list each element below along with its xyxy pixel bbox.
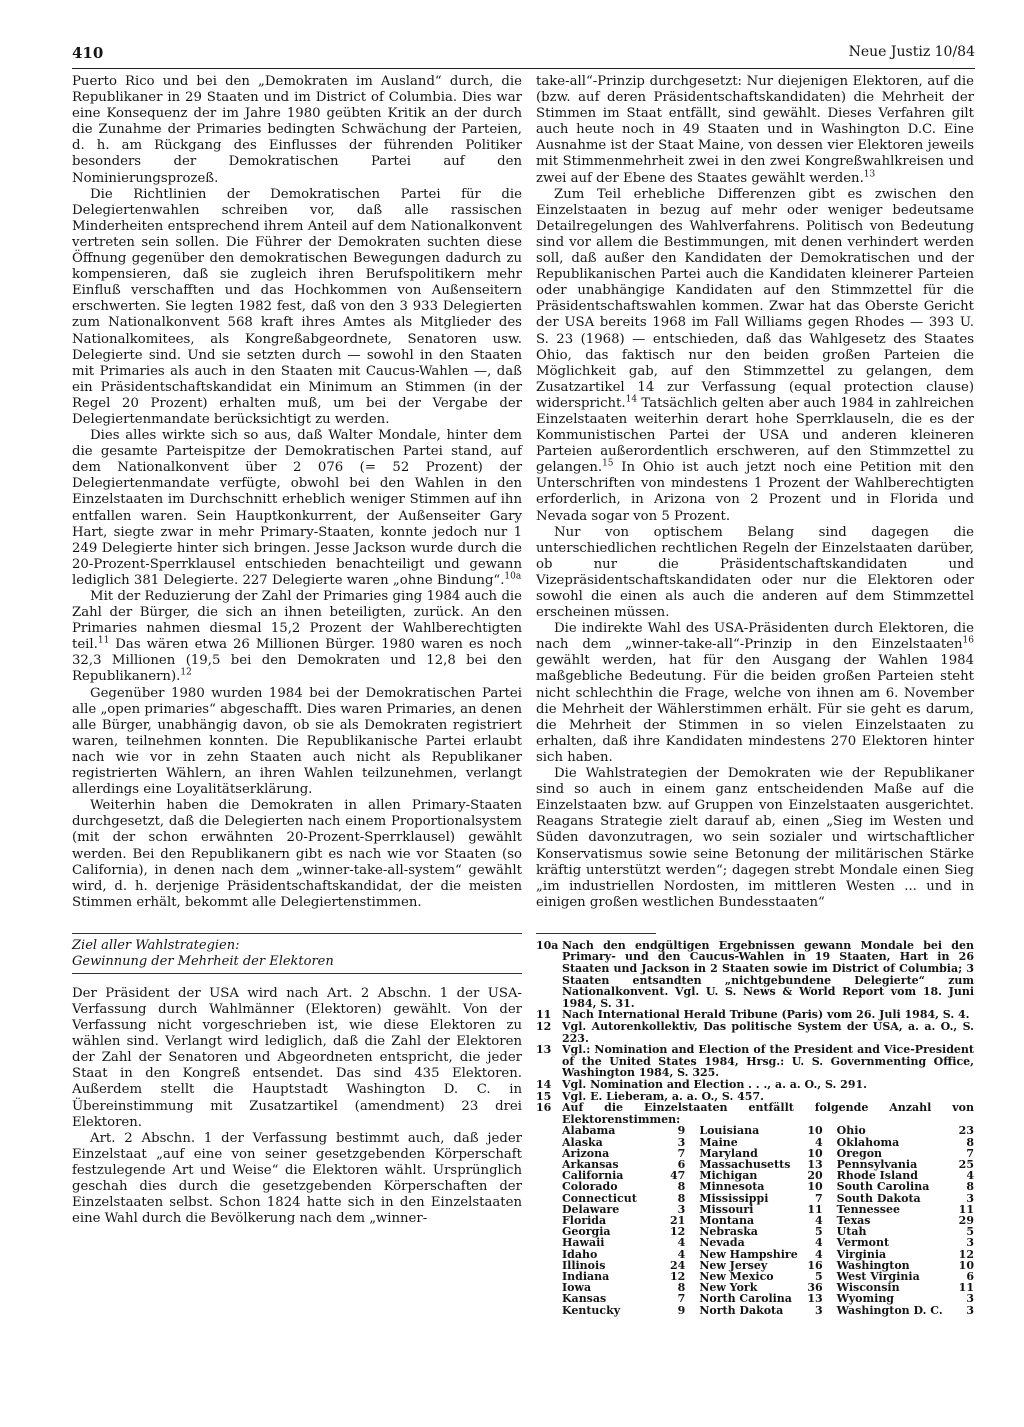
state-name: South Dakota — [836, 1191, 921, 1205]
state-electors: 12 — [670, 1270, 686, 1284]
state-name: Nevada — [699, 1236, 745, 1250]
state-electors: 3 — [815, 1303, 823, 1317]
footnote-text: Vgl. E. Lieberam, a. a. O., S. 457. — [562, 1089, 764, 1103]
state-electors: 4 — [677, 1236, 686, 1250]
state-electors: 4 — [815, 1135, 823, 1149]
state-name: Kentucky — [562, 1303, 621, 1317]
paragraph-text: gewählt werden, hat für den Ausgang der Wahlen 1984 maßgebliche Bedeutung. Für die beiden großen Parteien steht nicht schlechthin die Frage, welche von ihnen am 6. November die Mehrheit der Wählerstimmen erhält. Für sie geht es darum, die Mehrheit der Stimmen in so vielen Einzelstaaten zu erhalten, daß ihre Kandidaten mindestens 270 Elektoren hinter sich haben. — [536, 653, 974, 765]
footnote-text: Auf die Einzelstaaten entfällt folgende Anzahl von Elektorenstimmen: — [562, 1101, 974, 1126]
right-column — [536, 74, 974, 1316]
footnote — [536, 1021, 974, 1044]
footnote — [536, 1044, 974, 1079]
state-electors: 16 — [807, 1258, 823, 1272]
footnote-text: Nach den endgültigen Ergebnissen gewann Mondale bei den Primary- und den Caucus-Wahlen in 19 Staaten, Hart in 26 Staaten und Jackson in 2 Staaten sowie im District of Columbia; 3 Staaten entsandten „nichtgebundene Delegierte“ zum Nationalkonvent. Vgl. U. S. News & World Report vom 18. Juni 1984, S. 31. — [562, 938, 974, 1010]
paragraph — [72, 589, 522, 686]
state-name: Pennsylvania — [836, 1157, 918, 1171]
paragraph: Der Präsident der USA wird nach Art. 2 Abschn. 1 der USA-Verfassung durch Wahlmänner (Elektoren) gewählt. Von der Verfassung nicht vorgeschrieben ist, wie diese Elektoren zu wählen sind. Verlangt wird lediglich, daß die Zahl der Elektoren der Zahl der Senatoren und Abgeordneten entspricht, die jeder Staat in den Kongreß entsendet. Das sind 435 Elektoren. Außerdem stellt die Hauptstadt Washington D. C. in Übereinstimmung mit Zusatzartikel (amendment) 23 drei Elektoren. — [72, 985, 522, 1130]
state-electors: 8 — [677, 1191, 686, 1205]
state-name: North Dakota — [699, 1303, 784, 1317]
state-electors: 10 — [958, 1258, 974, 1272]
state-name: Georgia — [562, 1225, 611, 1239]
state-electors: 7 — [677, 1146, 686, 1160]
state-electors: 4 — [815, 1214, 823, 1227]
state-electors: 13 — [807, 1157, 823, 1171]
state-row — [837, 1125, 974, 1136]
state-row — [699, 1237, 836, 1248]
electoral-votes-table — [562, 1125, 974, 1315]
state-electors: 12 — [670, 1225, 686, 1239]
state-name: Idaho — [562, 1247, 598, 1261]
state-name: Oregon — [836, 1146, 883, 1160]
paragraph — [72, 428, 522, 589]
state-name: Oklahoma — [836, 1135, 900, 1149]
paragraph: Nur von optischem Belang sind dagegen die unterschiedlichen rechtlichen Regeln der Einzelstaaten darüber, ob nur die Präsidentschaftskandidaten und Vizepräsidentschaftskandidaten oder nur die Elektoren oder sowohl die einen als auch die anderen auf dem Stimmzettel erscheinen müssen. — [536, 524, 974, 621]
state-name: Arizona — [562, 1146, 610, 1160]
state-electors: 7 — [677, 1292, 686, 1306]
state-electors: 24 — [670, 1258, 686, 1272]
state-row — [562, 1293, 699, 1304]
footnote-text: Vgl. Nomination and Election . . ., a. a. O., S. 291. — [562, 1078, 867, 1091]
state-row — [837, 1237, 974, 1248]
state-row — [562, 1125, 699, 1136]
state-row — [562, 1237, 699, 1248]
state-electors: 8 — [966, 1135, 974, 1149]
state-electors: 23 — [958, 1124, 974, 1138]
paragraph — [536, 621, 974, 766]
paragraph: Gegenüber 1980 wurden 1984 bei der Demokratischen Partei alle „open primaries“ abgeschafft. Dies waren Primaries, an denen alle Bürger, unabhängig davon, ob sie als Demokraten registriert waren, teilnehmen konnten. Die Republikanische Partei erlaubt nach wie vor in zehn Staaten auch nicht als Republikaner registrierten Wählern, an ihren Wahlen teilzunehmen, verlangt allerdings eine Loyalitätserklärung. — [72, 685, 522, 798]
state-name: Kansas — [562, 1292, 607, 1306]
state-name: Delaware — [562, 1202, 620, 1216]
state-name: Colorado — [562, 1180, 618, 1194]
state-name: Mississippi — [699, 1191, 769, 1205]
footnote-ref: 16 — [962, 635, 974, 646]
state-electors: 7 — [966, 1146, 974, 1160]
state-name: Missouri — [699, 1202, 754, 1216]
footnote-text: Nach International Herald Tribune (Paris) vom 26. Juli 1984, S. 4. — [562, 1008, 970, 1022]
state-name: New Jersey — [699, 1258, 768, 1272]
state-electors: 8 — [677, 1281, 686, 1295]
paragraph — [536, 74, 974, 187]
paragraph: Weiterhin haben die Demokraten in allen Primary-Staaten durchgesetzt, daß die Delegierten nach einem Proportionalsystem (mit der schon erwähnten 20-Prozent-Sperrklausel) gewählt werden. Bei den Republikanern gibt es nach wie vor Staaten (so California), in denen nach dem „winner-take-all-system“ gewählt wird, d. h. derjenige Präsidentschaftskandidat, der die meisten Stimmen erhält, bekommt alle Delegiertenstimmen. — [72, 798, 522, 910]
state-electors: 3 — [677, 1202, 686, 1216]
states-column — [699, 1125, 836, 1315]
footnote-number: 12 — [536, 1020, 552, 1034]
state-name: New Mexico — [699, 1270, 774, 1284]
journal-issue: Neue Justiz 10/84 — [848, 44, 975, 60]
state-electors: 4 — [815, 1236, 823, 1250]
state-electors: 9 — [677, 1303, 686, 1317]
state-name: Ohio — [836, 1124, 866, 1138]
state-electors: 3 — [966, 1191, 974, 1205]
paragraph: Die Wahlstrategien der Demokraten wie der Republikaner sind so auch in einem ganz entscheidenden Maße auf die Einzelstaaten bzw. auf Gruppen von Einzelstaaten ausgerichtet. Reagans Strategie zielt darauf ab, einen „Sieg im Westen und Süden davonzutragen, wo sein sozialer und wirtschaftlicher Konservatismus sowie seine Betonung der militärischen Stärke kräftig unterstützt werden“; dagegen strebt Mondale einen Sieg „im industriellen Nordosten, im mittleren Westen ... und in einigen großen westlichen Bundesstaaten“ — [536, 766, 974, 910]
footnote-number: 13 — [536, 1043, 552, 1057]
state-row — [837, 1305, 974, 1316]
state-electors: 8 — [677, 1180, 686, 1194]
paragraph-text: Mit der Reduzierung der Zahl der Primaries ging 1984 auch die Zahl der Bürger, die sich an ihnen beteiligten, zurück. An den Primaries nahmen diesmal 15,2 Prozent der Wahlberechtigten teil. — [72, 589, 522, 653]
state-name: Washington D. C. — [836, 1303, 943, 1317]
footnote — [536, 940, 974, 1010]
running-header — [72, 44, 975, 69]
footnotes — [536, 940, 974, 1126]
state-name: Alaska — [562, 1135, 603, 1149]
state-electors: 11 — [807, 1202, 823, 1216]
state-electors: 21 — [670, 1214, 686, 1227]
state-electors: 6 — [677, 1157, 686, 1171]
footnote-number: 10a — [536, 938, 559, 952]
state-electors: 36 — [807, 1281, 823, 1295]
section-heading-line2: Gewinnung der Mehrheit der Elektoren — [72, 953, 334, 969]
state-electors: 5 — [815, 1270, 823, 1284]
state-electors: 13 — [807, 1292, 823, 1306]
state-electors: 3 — [677, 1135, 686, 1149]
state-name: Massachusetts — [699, 1157, 791, 1171]
state-electors: 7 — [815, 1191, 823, 1205]
paragraph-text: Dies alles wirkte sich so aus, daß Walter Mondale, hinter dem die gesamte Parteispitze der Demokratischen Partei stand, auf dem Nationalkonvent über 2 076 (= 52 Prozent) der Delegiertenmandate verfügte, obwohl bei den Wahlen in den Einzelstaaten im Durchschnitt erheblich weniger Stimmen auf ihn entfallen waren. Sein Hauptkonkurrent, der Außenseiter Gary Hart, siegte zwar in mehr Primary-Staaten, konnte jedoch nur 1 249 Delegierte hinter sich bringen. Jesse Jackson wurde durch die 20-Prozent-Sperrklausel entschieden benachteiligt und gewann lediglich 381 Delegierte. 227 Delegierte waren „ohne Bindung“. — [72, 428, 522, 588]
footnote-ref: 12 — [180, 668, 192, 679]
state-electors: 25 — [958, 1157, 974, 1171]
state-electors: 3 — [966, 1303, 974, 1317]
footnote-text: Vgl.: Nomination and Election of the President and Vice-President of the United States 1984, Hrsg.: U. S. Governmenting Office, Washington 1984, S. 325. — [562, 1043, 974, 1080]
state-name: Michigan — [699, 1169, 758, 1183]
paragraph: Art. 2 Abschn. 1 der Verfassung bestimmt auch, daß jeder Einzelstaat „auf eine von seiner gesetzgebenden Körperschaft festzulegende Art und Weise“ die Elektoren wählt. Ursprünglich geschah dies durch die gesetzgebenden Körperschaften der Einzelstaaten selbst. Schon 1824 hatte sich in den Einzelstaaten eine Wahl durch die Bevölkerung nach dem „winner- — [72, 1130, 522, 1227]
state-name: Iowa — [562, 1281, 592, 1295]
paragraph: Die Richtlinien der Demokratischen Partei für die Delegiertenwahlen schreiben vor, daß alle rassischen Minderheiten entsprechend ihrem Anteil auf dem Nationalkonvent vertreten sein sollen. Die Führer der Demokraten suchten diese Öffnung gegenüber den demokratischen Bewegungen dadurch zu kompensieren, daß sie zugleich ihren Berufspolitikern mehr Einfluß verschafften und das Hochkommen von Außenseitern erschwerten. Sie legten 1982 fest, daß von den 3 933 Delegierten zum Nationalkonvent 568 kraft ihres Amtes als Mitglieder des Nationalkomitees, als Kongreßabgeordnete, Senatoren usw. Delegierte sind. Und sie setzten durch — sowohl in den Staaten mit Primaries als auch in den Staaten mit Caucus-Wahlen —, daß ein Präsidentschaftskandidat ein Minimum an Stimmen (in der Regel 20 Prozent) erhalten muß, um bei der Vergabe der Delegiertenmandate berücksichtigt zu werden. — [72, 186, 522, 427]
footnote-ref: 10a — [504, 571, 522, 582]
state-electors: 4 — [966, 1169, 974, 1183]
state-name: Connecticut — [562, 1191, 637, 1205]
state-row — [837, 1181, 974, 1192]
footnote-number: 15 — [536, 1089, 552, 1103]
state-electors: 3 — [966, 1236, 974, 1250]
footnote-ref: 13 — [863, 169, 876, 180]
footnote — [536, 1102, 974, 1125]
states-column — [562, 1125, 699, 1315]
state-name: Maine — [699, 1135, 738, 1149]
state-electors: 29 — [958, 1214, 974, 1227]
state-electors: 11 — [958, 1202, 974, 1216]
paragraph-text: Das wären etwa 26 Millionen Bürger. 1980 waren es noch 32,3 Millionen (19,5 bei den Demokraten und 12,8 bei den Republikanern). — [72, 637, 522, 685]
paragraph-text: Zum Teil erhebliche Differenzen gibt es zwischen den Einzelstaaten in bezug auf mehr oder weniger bedeutsame Detailregelungen des Wahlverfahrens. Politisch von Bedeutung sind vor allem die Bestimmungen, mit denen verhindert werden soll, daß außer den Kandidaten der Demokratischen und der Republikanischen Partei auch die Kandidaten kleinerer Parteien oder unabhängige Kandidaten auf den Stimmzettel für die Präsidentschaftswahlen kommen. Zwar hat das Oberste Gericht der USA bereits 1968 im Fall Williams gegen Rhodes — 393 U. S. 23 (1968) — entschieden, daß das Wahlgesetz des Staates Ohio, das faktisch nur den beiden großen Parteien die Möglichkeit gab, auf den Stimmzettel zu gelangen, dem Zusatzartikel 14 zur Verfassung (equal protection clause) widerspricht. — [536, 186, 974, 411]
state-electors: 8 — [966, 1180, 974, 1194]
page-number: 410 — [72, 44, 104, 62]
state-name: Hawaii — [562, 1236, 605, 1250]
state-name: Louisiana — [699, 1124, 760, 1138]
state-electors: 20 — [807, 1169, 823, 1183]
state-name: Illinois — [562, 1258, 606, 1272]
footnote — [536, 1079, 974, 1091]
state-name: South Carolina — [836, 1180, 930, 1194]
state-name: Texas — [836, 1214, 871, 1227]
left-column — [72, 74, 522, 1227]
state-name: Maryland — [699, 1146, 758, 1160]
state-name: New York — [699, 1281, 758, 1295]
state-electors: 4 — [677, 1247, 686, 1261]
paragraph: Puerto Rico und bei den „Demokraten im Ausland“ durch, die Republikaner in 29 Staaten und im District of Columbia. Dies war eine Konsequenz der im Jahre 1980 geübten Kritik an der durch die Zunahme der Primaries bedingten Schwächung der Parteien, d. h. am Rückgang des Einflusses der führenden Politiker besonders der Demokratischen Partei auf den Nominierungsprozeß. — [72, 74, 522, 186]
state-row — [699, 1305, 836, 1316]
state-electors: 10 — [807, 1124, 823, 1138]
state-name: Indiana — [562, 1270, 610, 1284]
footnote-ref: 11 — [97, 635, 110, 646]
state-electors: 9 — [677, 1124, 686, 1138]
state-name: Wyoming — [836, 1292, 895, 1306]
state-name: Vermont — [836, 1236, 890, 1250]
section-heading — [72, 933, 522, 974]
state-name: West Virginia — [836, 1270, 920, 1284]
paragraph-text: take-all“-Prinzip durchgesetzt: Nur diejenigen Elektoren, auf die (bzw. auf deren Präsidentschaftskandidaten) die Mehrheit der Stimmen im Staat entfällt, sind gewählt. Dieses Verfahren gilt auch heute noch in 49 Staaten und in Washington D.C. Eine Ausnahme ist der Staat Maine, von dessen vier Elektoren jeweils mit Stimmenmehrheit zwei in den zwei Kongreßwahlkreisen und zwei auf der Ebene des Staates gewählt werden. — [536, 74, 974, 186]
state-electors: 47 — [670, 1169, 686, 1183]
state-row — [699, 1293, 836, 1304]
state-name: Tennessee — [836, 1202, 900, 1216]
footnote-ref: 14 — [625, 394, 638, 405]
paragraph-text: In Ohio ist auch jetzt noch eine Petition mit den Unterschriften von mindestens 1 Prozent der Wahlberechtigten erforderlich, in Arizona von 2 Prozent und in Florida und Nevada sogar von 5 Prozent. — [536, 460, 974, 524]
paragraph-text: Die indirekte Wahl des USA-Präsidenten durch Elektoren, die nach dem „winner-take-all“-Prinzip in den Einzelstaaten — [536, 621, 974, 653]
state-name: Rhode Island — [836, 1169, 918, 1183]
state-name: Wisconsin — [836, 1281, 900, 1295]
state-row — [699, 1181, 836, 1192]
state-electors: 5 — [815, 1225, 823, 1239]
state-name: Alabama — [562, 1124, 616, 1138]
state-name: Minnesota — [699, 1180, 765, 1194]
state-name: Washington — [836, 1258, 910, 1272]
paragraph — [536, 187, 974, 525]
state-electors: 11 — [958, 1281, 974, 1295]
state-electors: 3 — [966, 1292, 974, 1306]
states-column — [837, 1125, 974, 1315]
state-name: New Hampshire — [699, 1247, 798, 1261]
state-electors: 5 — [966, 1225, 974, 1239]
state-electors: 4 — [815, 1247, 823, 1261]
state-electors: 6 — [966, 1270, 974, 1284]
section-heading-line1: Ziel aller Wahlstrategien: — [72, 937, 240, 953]
state-name: Arkansas — [562, 1157, 619, 1171]
paragraph-text: Tatsächlich gelten aber auch 1984 in zahlreichen Einzelstaaten weiterhin derart hohe Sperrklauseln, die es der Kommunistischen Partei der USA und anderen kleineren Parteien außerordentlich erschweren, auf den Stimmzettel zu gelangen. — [536, 395, 974, 476]
state-name: Nebraska — [699, 1225, 758, 1239]
state-row — [699, 1125, 836, 1136]
footnote-text: Vgl. Autorenkollektiv, Das politische System der USA, a. a. O., S. 223. — [562, 1020, 974, 1045]
footnote-number: 16 — [536, 1101, 552, 1115]
state-name: Florida — [562, 1214, 607, 1227]
footnote-ref: 15 — [602, 458, 614, 469]
state-electors: 10 — [807, 1146, 823, 1160]
state-name: North Carolina — [699, 1292, 792, 1306]
state-name: California — [562, 1169, 624, 1183]
state-electors: 12 — [958, 1247, 974, 1261]
state-name: Montana — [699, 1214, 755, 1227]
state-row — [562, 1305, 699, 1316]
state-electors: 10 — [807, 1180, 823, 1194]
footnote-number: 11 — [536, 1008, 552, 1022]
footnote-divider — [536, 933, 656, 934]
state-row — [562, 1181, 699, 1192]
footnote-number: 14 — [536, 1078, 552, 1091]
state-row — [837, 1293, 974, 1304]
state-name: Virginia — [836, 1247, 887, 1261]
state-name: Utah — [836, 1225, 867, 1239]
